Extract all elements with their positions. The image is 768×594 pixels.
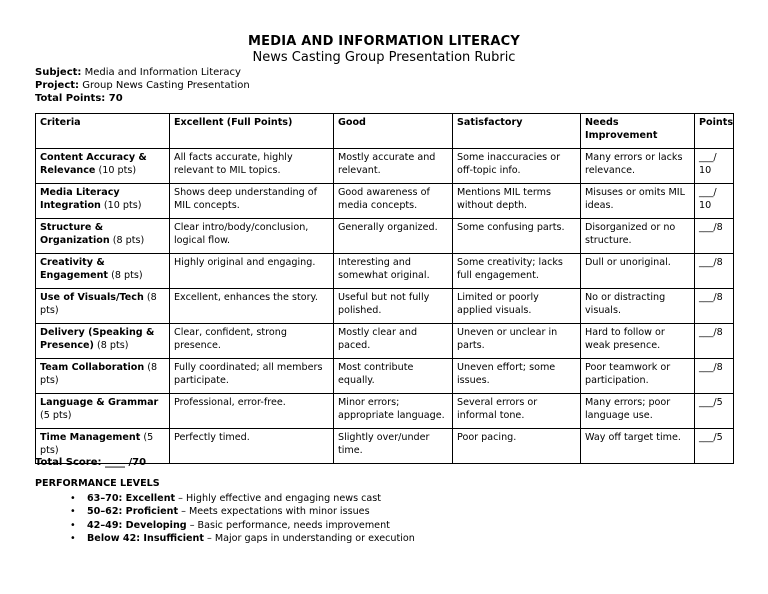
bullet-icon: • (70, 506, 76, 518)
project-line (35, 79, 250, 92)
level-description: – Basic performance, needs improvement (186, 519, 390, 531)
criterion-cell (36, 254, 170, 289)
header-good: Good (334, 114, 453, 149)
points-cell: ___/8 (695, 289, 734, 324)
table-row (36, 289, 734, 324)
satisfactory-cell: Several errors or informal tone. (453, 394, 581, 429)
total-points-label: Total Points: 70 (35, 93, 123, 104)
table-row (36, 219, 734, 254)
excellent-cell: Clear, confident, strong presence. (170, 324, 334, 359)
criterion-points: (10 pts) (95, 165, 137, 176)
needs-cell: Dull or unoriginal. (581, 254, 695, 289)
satisfactory-cell: Some confusing parts. (453, 219, 581, 254)
total-score: Total Score: ____ /70 (35, 457, 147, 468)
points-cell: ___/ 10 (695, 149, 734, 184)
level-range: 50–62: Proficient (87, 506, 179, 518)
good-cell: Slightly over/under time. (334, 429, 453, 464)
excellent-cell: Shows deep understanding of MIL concepts. (170, 184, 334, 219)
criterion-points: (8 pts) (109, 235, 145, 246)
level-description: – Highly effective and engaging news cast (175, 493, 382, 504)
performance-level-item (70, 532, 415, 545)
criterion-name: Time Management (40, 432, 141, 443)
total-points-line (35, 92, 123, 105)
needs-cell: Way off target time. (581, 429, 695, 464)
good-cell: Useful but not fully polished. (334, 289, 453, 324)
level-description: – Meets expectations with minor issues (178, 506, 370, 518)
good-cell: Good awareness of media concepts. (334, 184, 453, 219)
criterion-points: (8 pts) (40, 292, 157, 316)
header-excellent: Excellent (Full Points) (170, 114, 334, 149)
table-row (36, 149, 734, 184)
header-criteria: Criteria (36, 114, 170, 149)
excellent-cell: Clear intro/body/conclusion, logical flow. (170, 219, 334, 254)
good-cell: Generally organized. (334, 219, 453, 254)
header-satisfactory: Satisfactory (453, 114, 581, 149)
satisfactory-cell: Poor pacing. (453, 429, 581, 464)
good-cell: Mostly accurate and relevant. (334, 149, 453, 184)
document-title: MEDIA AND INFORMATION LITERACY (248, 34, 520, 49)
criterion-name: Delivery (Speaking & Presence) (40, 327, 155, 351)
good-cell: Most contribute equally. (334, 359, 453, 394)
good-cell: Mostly clear and paced. (334, 324, 453, 359)
needs-cell: Many errors; poor language use. (581, 394, 695, 429)
criterion-name: Language & Grammar (40, 397, 159, 408)
points-cell: ___/8 (695, 254, 734, 289)
criterion-points: (8 pts) (108, 270, 143, 281)
table-header-row (36, 114, 734, 149)
project-value: Group News Casting Presentation (79, 80, 250, 91)
header-points: Points (695, 114, 734, 149)
criterion-cell (36, 359, 170, 394)
criterion-name: Content Accuracy & Relevance (40, 152, 147, 176)
points-cell: ___/8 (695, 324, 734, 359)
criterion-name: Creativity & Engagement (40, 257, 109, 281)
excellent-cell: All facts accurate, highly relevant to MIL topics. (170, 149, 334, 184)
criterion-cell (36, 149, 170, 184)
bullet-icon: • (70, 519, 76, 531)
level-range: 42–49: Developing (87, 519, 187, 531)
criterion-cell (36, 289, 170, 324)
points-cell: ___/8 (695, 219, 734, 254)
performance-levels-list (70, 492, 415, 545)
needs-cell: Disorganized or no structure. (581, 219, 695, 254)
criterion-points: (5 pts) (40, 432, 154, 456)
project-label: Project: (35, 80, 80, 91)
criterion-cell (36, 219, 170, 254)
excellent-cell: Highly original and engaging. (170, 254, 334, 289)
excellent-cell: Excellent, enhances the story. (170, 289, 334, 324)
satisfactory-cell: Limited or poorly applied visuals. (453, 289, 581, 324)
level-range: Below 42: Insufficient (87, 532, 204, 544)
needs-cell: No or distracting visuals. (581, 289, 695, 324)
criterion-name: Structure & Organization (40, 222, 110, 246)
points-cell: ___/5 (695, 429, 734, 464)
satisfactory-cell: Some creativity; lacks full engagement. (453, 254, 581, 289)
criterion-points: (5 pts) (40, 410, 72, 421)
level-description: – Major gaps in understanding or execution (203, 532, 415, 544)
criterion-cell (36, 394, 170, 429)
table-row (36, 254, 734, 289)
criterion-points: (8 pts) (93, 340, 129, 351)
needs-cell: Poor teamwork or participation. (581, 359, 695, 394)
criterion-name: Team Collaboration (40, 362, 145, 373)
criterion-name: Media Literacy Integration (40, 187, 120, 211)
performance-level-item (70, 519, 415, 532)
satisfactory-cell: Uneven effort; some issues. (453, 359, 581, 394)
good-cell: Interesting and somewhat original. (334, 254, 453, 289)
performance-level-item (70, 492, 415, 505)
level-range: 63–70: Excellent (87, 493, 176, 504)
performance-levels-heading: PERFORMANCE LEVELS (35, 478, 160, 489)
needs-cell: Misuses or omits MIL ideas. (581, 184, 695, 219)
subject-value: Media and Information Literacy (81, 67, 241, 78)
rubric-table (35, 113, 734, 464)
points-cell: ___/ 10 (695, 184, 734, 219)
criterion-cell (36, 184, 170, 219)
satisfactory-cell: Mentions MIL terms without depth. (453, 184, 581, 219)
needs-cell: Hard to follow or weak presence. (581, 324, 695, 359)
table-row (36, 184, 734, 219)
excellent-cell: Perfectly timed. (170, 429, 334, 464)
excellent-cell: Fully coordinated; all members participate. (170, 359, 334, 394)
satisfactory-cell: Some inaccuracies or off-topic info. (453, 149, 581, 184)
excellent-cell: Professional, error-free. (170, 394, 334, 429)
header-needs-improvement: Needs Improvement (581, 114, 695, 149)
bullet-icon: • (70, 493, 76, 504)
criterion-points: (8 pts) (40, 362, 158, 386)
document-subtitle: News Casting Group Presentation Rubric (252, 50, 516, 65)
points-cell: ___/8 (695, 359, 734, 394)
criterion-points: (10 pts) (100, 200, 142, 211)
criterion-name: Use of Visuals/Tech (40, 292, 144, 303)
subject-line (35, 66, 241, 79)
performance-level-item (70, 505, 415, 518)
criterion-cell (36, 324, 170, 359)
table-row (36, 394, 734, 429)
subject-label: Subject: (35, 67, 82, 78)
table-row (36, 324, 734, 359)
points-cell: ___/5 (695, 394, 734, 429)
needs-cell: Many errors or lacks relevance. (581, 149, 695, 184)
satisfactory-cell: Uneven or unclear in parts. (453, 324, 581, 359)
good-cell: Minor errors; appropriate language. (334, 394, 453, 429)
table-row (36, 359, 734, 394)
bullet-icon: • (70, 532, 76, 544)
